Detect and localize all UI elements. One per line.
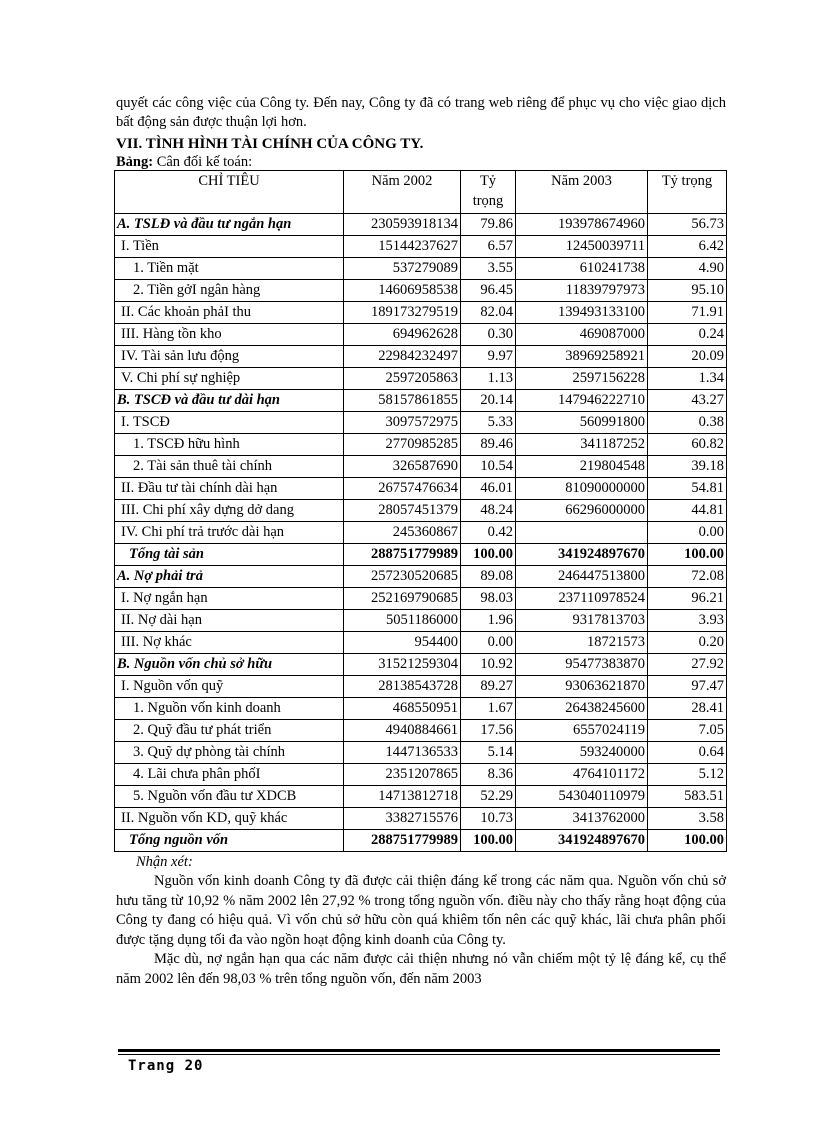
- ratio-2003: 43.27: [648, 390, 727, 412]
- ratio-2003: 95.10: [648, 280, 727, 302]
- table-row: [115, 610, 727, 632]
- ratio-2002: 89.08: [461, 566, 516, 588]
- ratio-2003: 54.81: [648, 478, 727, 500]
- value-2003: 341924897670: [516, 544, 648, 566]
- table-row: [115, 808, 727, 830]
- ratio-2002: 96.45: [461, 280, 516, 302]
- row-label: II. Các khoản phảI thu: [115, 302, 344, 324]
- ratio-2003: 39.18: [648, 456, 727, 478]
- ratio-2002: 82.04: [461, 302, 516, 324]
- value-2003: 139493133100: [516, 302, 648, 324]
- value-2002: 954400: [344, 632, 461, 654]
- table-row: [115, 764, 727, 786]
- ratio-2003: 3.58: [648, 808, 727, 830]
- row-label: B. Nguồn vốn chủ sở hữu: [115, 654, 344, 676]
- ratio-2003: 4.90: [648, 258, 727, 280]
- value-2003: 95477383870: [516, 654, 648, 676]
- table-row: [115, 588, 727, 610]
- ratio-2002: 20.14: [461, 390, 516, 412]
- value-2002: 28138543728: [344, 676, 461, 698]
- header-ratio-2002: Tỷ trọng: [461, 171, 516, 214]
- ratio-2003: 100.00: [648, 544, 727, 566]
- ratio-2002: 0.30: [461, 324, 516, 346]
- remarks-title: Nhận xét:: [136, 854, 193, 870]
- value-2002: 288751779989: [344, 830, 461, 852]
- value-2003: 543040110979: [516, 786, 648, 808]
- ratio-2002: 100.00: [461, 830, 516, 852]
- table-row: [115, 786, 727, 808]
- table-row: [115, 720, 727, 742]
- row-label: II. Đầu tư tài chính dài hạn: [115, 478, 344, 500]
- row-label: 2. Tài sản thuê tài chính: [115, 456, 344, 478]
- value-2002: 3097572975: [344, 412, 461, 434]
- row-label: III. Hàng tồn kho: [115, 324, 344, 346]
- intro-paragraph: quyết các công việc của Công ty. Đến nay, Công ty đã có trang web riêng để phục vụ cho việc giao dịch bất động sản được thuận lợi hơn.: [116, 95, 726, 130]
- row-label: 4. Lãi chưa phân phốI: [115, 764, 344, 786]
- table-row: [115, 698, 727, 720]
- value-2002: 2351207865: [344, 764, 461, 786]
- header-ratio-2003: Tỷ trọng: [648, 171, 727, 214]
- ratio-2002: 10.54: [461, 456, 516, 478]
- row-label: 2. Tiền gởI ngân hàng: [115, 280, 344, 302]
- row-label: B. TSCĐ và đầu tư dài hạn: [115, 390, 344, 412]
- row-label: V. Chi phí sự nghiệp: [115, 368, 344, 390]
- row-label: III. Chi phí xây dựng dở dang: [115, 500, 344, 522]
- table-row: [115, 368, 727, 390]
- value-2002: 468550951: [344, 698, 461, 720]
- value-2002: 14713812718: [344, 786, 461, 808]
- ratio-2003: 0.38: [648, 412, 727, 434]
- ratio-2002: 17.56: [461, 720, 516, 742]
- row-label: Tổng nguồn vốn: [115, 830, 344, 852]
- ratio-2002: 5.33: [461, 412, 516, 434]
- value-2003: 147946222710: [516, 390, 648, 412]
- ratio-2002: 89.27: [461, 676, 516, 698]
- table-row: [115, 214, 727, 236]
- ratio-2003: 60.82: [648, 434, 727, 456]
- row-label: A. Nợ phải trả: [115, 566, 344, 588]
- value-2003: 2597156228: [516, 368, 648, 390]
- row-label: 1. TSCĐ hữu hình: [115, 434, 344, 456]
- value-2003: 18721573: [516, 632, 648, 654]
- value-2003: 610241738: [516, 258, 648, 280]
- value-2002: 1447136533: [344, 742, 461, 764]
- balance-sheet-table: [114, 170, 727, 852]
- value-2002: 252169790685: [344, 588, 461, 610]
- row-label: II. Nguồn vốn KD, quỹ khác: [115, 808, 344, 830]
- ratio-2003: 27.92: [648, 654, 727, 676]
- value-2003: 4764101172: [516, 764, 648, 786]
- value-2002: 326587690: [344, 456, 461, 478]
- table-row: [115, 412, 727, 434]
- table-row: [115, 390, 727, 412]
- ratio-2003: 0.24: [648, 324, 727, 346]
- value-2003: 341924897670: [516, 830, 648, 852]
- value-2002: 26757476634: [344, 478, 461, 500]
- ratio-2002: 6.57: [461, 236, 516, 258]
- table-caption-label: Bảng:: [116, 154, 154, 170]
- row-label: 1. Nguồn vốn kinh doanh: [115, 698, 344, 720]
- ratio-2003: 6.42: [648, 236, 727, 258]
- remarks-paragraph-1: Nguồn vốn kinh doanh Công ty đã được cải thiện đáng kể trong các năm qua. Nguồn vốn chủ sở hưu tăng từ 10,92 % năm 2002 lên 27,92 % trong tổng nguồn vốn. điều này cho thấy rằng hoạt động của Công ty đang có hiệu quả. Vì vốn chủ sở hữu còn quá khiêm tốn nên các quỹ khác, lãi chưa phân phối được tặng dụng tối đa vào ngồn hoạt động kinh doanh của Công ty.: [116, 873, 726, 948]
- value-2002: 58157861855: [344, 390, 461, 412]
- ratio-2002: 5.14: [461, 742, 516, 764]
- value-2003: 3413762000: [516, 808, 648, 830]
- value-2003: 593240000: [516, 742, 648, 764]
- value-2003: 66296000000: [516, 500, 648, 522]
- ratio-2002: 1.67: [461, 698, 516, 720]
- row-label: 1. Tiền mặt: [115, 258, 344, 280]
- value-2003: 11839797973: [516, 280, 648, 302]
- ratio-2003: 7.05: [648, 720, 727, 742]
- row-label: III. Nợ khác: [115, 632, 344, 654]
- table-row: [115, 632, 727, 654]
- header-indicator: CHỈ TIÊU: [115, 171, 344, 214]
- ratio-2003: 0.00: [648, 522, 727, 544]
- row-label: IV. Tài sản lưu động: [115, 346, 344, 368]
- value-2002: 694962628: [344, 324, 461, 346]
- value-2002: 230593918134: [344, 214, 461, 236]
- value-2002: 22984232497: [344, 346, 461, 368]
- ratio-2003: 583.51: [648, 786, 727, 808]
- value-2003: 193978674960: [516, 214, 648, 236]
- value-2002: 2770985285: [344, 434, 461, 456]
- footer-rule: [118, 1049, 720, 1055]
- ratio-2003: 96.21: [648, 588, 727, 610]
- table-header-row: [115, 171, 727, 214]
- value-2002: 288751779989: [344, 544, 461, 566]
- header-year-2002: Năm 2002: [344, 171, 461, 214]
- value-2002: 537279089: [344, 258, 461, 280]
- ratio-2003: 28.41: [648, 698, 727, 720]
- value-2003: 469087000: [516, 324, 648, 346]
- value-2002: 2597205863: [344, 368, 461, 390]
- table-row: [115, 456, 727, 478]
- value-2002: 245360867: [344, 522, 461, 544]
- ratio-2003: 0.20: [648, 632, 727, 654]
- row-label: A. TSLĐ và đầu tư ngắn hạn: [115, 214, 344, 236]
- ratio-2002: 79.86: [461, 214, 516, 236]
- row-label: Tổng tài sản: [115, 544, 344, 566]
- value-2003: 246447513800: [516, 566, 648, 588]
- ratio-2002: 1.13: [461, 368, 516, 390]
- ratio-2003: 20.09: [648, 346, 727, 368]
- ratio-2002: 0.00: [461, 632, 516, 654]
- ratio-2002: 8.36: [461, 764, 516, 786]
- table-caption: [116, 154, 726, 170]
- ratio-2003: 72.08: [648, 566, 727, 588]
- ratio-2002: 3.55: [461, 258, 516, 280]
- value-2003: 341187252: [516, 434, 648, 456]
- value-2002: 3382715576: [344, 808, 461, 830]
- table-row: [115, 654, 727, 676]
- table-row: [115, 676, 727, 698]
- ratio-2002: 52.29: [461, 786, 516, 808]
- ratio-2003: 56.73: [648, 214, 727, 236]
- document-page: [116, 94, 726, 989]
- row-label: I. Nợ ngắn hạn: [115, 588, 344, 610]
- row-label: IV. Chi phí trả trước dài hạn: [115, 522, 344, 544]
- ratio-2003: 44.81: [648, 500, 727, 522]
- value-2002: 189173279519: [344, 302, 461, 324]
- value-2002: 5051186000: [344, 610, 461, 632]
- remarks-paragraph-2: Mặc dù, nợ ngắn hạn qua các năm được cải thiện nhưng nó vẫn chiếm một tỷ lệ đáng kể, cụ thể năm 2002 lên đến 98,03 % trên tổng nguồn vốn, đến năm 2003: [116, 951, 726, 987]
- table-row: [115, 478, 727, 500]
- ratio-2003: 100.00: [648, 830, 727, 852]
- ratio-2003: 1.34: [648, 368, 727, 390]
- value-2002: 28057451379: [344, 500, 461, 522]
- value-2002: 31521259304: [344, 654, 461, 676]
- value-2003: 81090000000: [516, 478, 648, 500]
- table-row: [115, 324, 727, 346]
- value-2003: 560991800: [516, 412, 648, 434]
- ratio-2002: 98.03: [461, 588, 516, 610]
- ratio-2002: 100.00: [461, 544, 516, 566]
- table-row: [115, 522, 727, 544]
- ratio-2002: 10.73: [461, 808, 516, 830]
- table-row: [115, 830, 727, 852]
- row-label: I. Tiền: [115, 236, 344, 258]
- ratio-2003: 71.91: [648, 302, 727, 324]
- value-2003: 6557024119: [516, 720, 648, 742]
- row-label: I. Nguồn vốn quỹ: [115, 676, 344, 698]
- table-row: [115, 566, 727, 588]
- row-label: I. TSCĐ: [115, 412, 344, 434]
- table-row: [115, 346, 727, 368]
- value-2002: 4940884661: [344, 720, 461, 742]
- value-2003: 26438245600: [516, 698, 648, 720]
- table-row: [115, 280, 727, 302]
- footer-rule-thin: [118, 1054, 720, 1055]
- ratio-2003: 5.12: [648, 764, 727, 786]
- header-year-2003: Năm 2003: [516, 171, 648, 214]
- ratio-2002: 48.24: [461, 500, 516, 522]
- value-2003: 38969258921: [516, 346, 648, 368]
- page-number: Trang 20: [128, 1058, 204, 1074]
- table-row: [115, 434, 727, 456]
- ratio-2002: 1.96: [461, 610, 516, 632]
- value-2002: 15144237627: [344, 236, 461, 258]
- footer-rule-thick: [118, 1049, 720, 1052]
- ratio-2003: 3.93: [648, 610, 727, 632]
- ratio-2002: 0.42: [461, 522, 516, 544]
- row-label: II. Nợ dài hạn: [115, 610, 344, 632]
- table-row: [115, 236, 727, 258]
- table-row: [115, 544, 727, 566]
- value-2003: 237110978524: [516, 588, 648, 610]
- value-2003: [516, 522, 648, 544]
- table-row: [115, 500, 727, 522]
- ratio-2003: 97.47: [648, 676, 727, 698]
- value-2003: 12450039711: [516, 236, 648, 258]
- table-row: [115, 742, 727, 764]
- ratio-2002: 10.92: [461, 654, 516, 676]
- table-body: [115, 214, 727, 852]
- ratio-2002: 9.97: [461, 346, 516, 368]
- table-row: [115, 302, 727, 324]
- row-label: 2. Quỹ đầu tư phát triển: [115, 720, 344, 742]
- table-row: [115, 258, 727, 280]
- section-heading: VII. TÌNH HÌNH TÀI CHÍNH CỦA CÔNG TY.: [116, 136, 424, 152]
- ratio-2002: 89.46: [461, 434, 516, 456]
- row-label: 3. Quỹ dự phòng tài chính: [115, 742, 344, 764]
- ratio-2003: 0.64: [648, 742, 727, 764]
- value-2002: 14606958538: [344, 280, 461, 302]
- value-2003: 219804548: [516, 456, 648, 478]
- value-2003: 93063621870: [516, 676, 648, 698]
- row-label: 5. Nguồn vốn đầu tư XDCB: [115, 786, 344, 808]
- value-2002: 257230520685: [344, 566, 461, 588]
- ratio-2002: 46.01: [461, 478, 516, 500]
- value-2003: 9317813703: [516, 610, 648, 632]
- table-caption-text: Cân đối kế toán:: [156, 154, 253, 170]
